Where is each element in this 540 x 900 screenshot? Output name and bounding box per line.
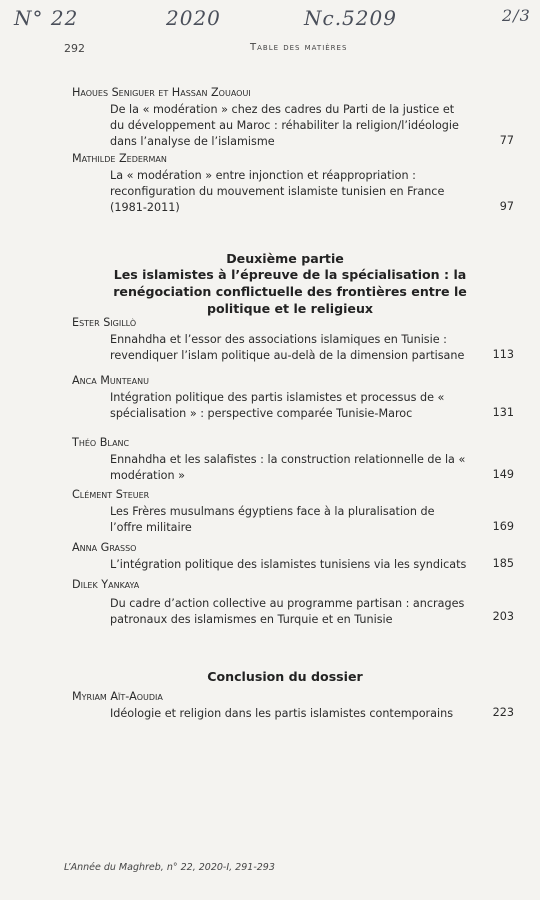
toc-page: 131 [492, 406, 514, 419]
toc-title: Intégration politique des partis islamistes et processus de « spécialisation » : perspective comparée Tunisie-Maroc [110, 391, 445, 420]
section-heading: Deuxième partie [226, 251, 344, 266]
page-header [0, 42, 540, 62]
toc-title: Du cadre d’action collective au programme partisan : ancrages patronaux des islamismes en Turquie et en Tunisie [110, 597, 465, 626]
section-subheading: Les islamistes à l’épreuve de la spécialisation : la renégociation conflictuelle des frontières entre le politique et le religieux [113, 267, 467, 316]
running-head: Table des matières [250, 42, 348, 53]
toc-author: Mathilde Zederman [72, 152, 167, 165]
handwritten-year: 2020 [166, 6, 221, 30]
toc-author: Anna Grasso [72, 541, 137, 554]
toc-author: Théo Blanc [72, 436, 130, 449]
toc-page: 113 [492, 348, 514, 361]
toc-author: Haoues Seniguer et Hassan Zouaoui [72, 86, 251, 99]
toc-author: Ester Sigillò [72, 316, 137, 329]
toc-author: Myriam Aït-Aoudia [72, 690, 163, 703]
handwritten-number: N° 22 [14, 6, 79, 30]
handwritten-reference: Nc.5209 [304, 6, 397, 30]
toc-author: Anca Munteanu [72, 374, 149, 387]
page-number: 292 [64, 42, 85, 55]
toc-title: Ennahdha et les salafistes : la construction relationnelle de la « modération » [110, 453, 466, 482]
toc-page: 223 [492, 706, 514, 719]
toc-page: 149 [492, 468, 514, 481]
toc-title: L’intégration politique des islamistes tunisiens via les syndicats [110, 558, 467, 571]
citation-footer: L’Année du Maghreb, n° 22, 2020-I, 291-293 [64, 862, 275, 873]
toc-author: Clément Steuer [72, 488, 150, 501]
toc-page: 169 [492, 520, 514, 533]
toc-title: Les Frères musulmans égyptiens face à la pluralisation de l’offre militaire [110, 505, 435, 534]
toc-title: Ennahdha et l’essor des associations islamiques en Tunisie : revendiquer l’islam politique au-delà de la dimension partisane [110, 333, 465, 362]
toc-page: 203 [492, 610, 514, 623]
toc-page: 185 [492, 557, 514, 570]
handwritten-fraction: 2/3 [502, 6, 531, 25]
toc-title: De la « modération » chez des cadres du Parti de la justice et du développement au Maroc : réhabiliter la religion/l’idéologie dans l’analyse de l’islamisme [110, 103, 459, 148]
toc-title: La « modération » entre injonction et réappropriation : reconfiguration du mouvement islamiste tunisien en France (1981-2011) [110, 169, 445, 214]
toc-title: Idéologie et religion dans les partis islamistes contemporains [110, 707, 454, 720]
toc-page: 77 [499, 134, 514, 147]
toc-author: Dilek Yankaya [72, 578, 140, 591]
section-heading: Conclusion du dossier [207, 669, 363, 684]
toc-page: 97 [499, 200, 514, 213]
